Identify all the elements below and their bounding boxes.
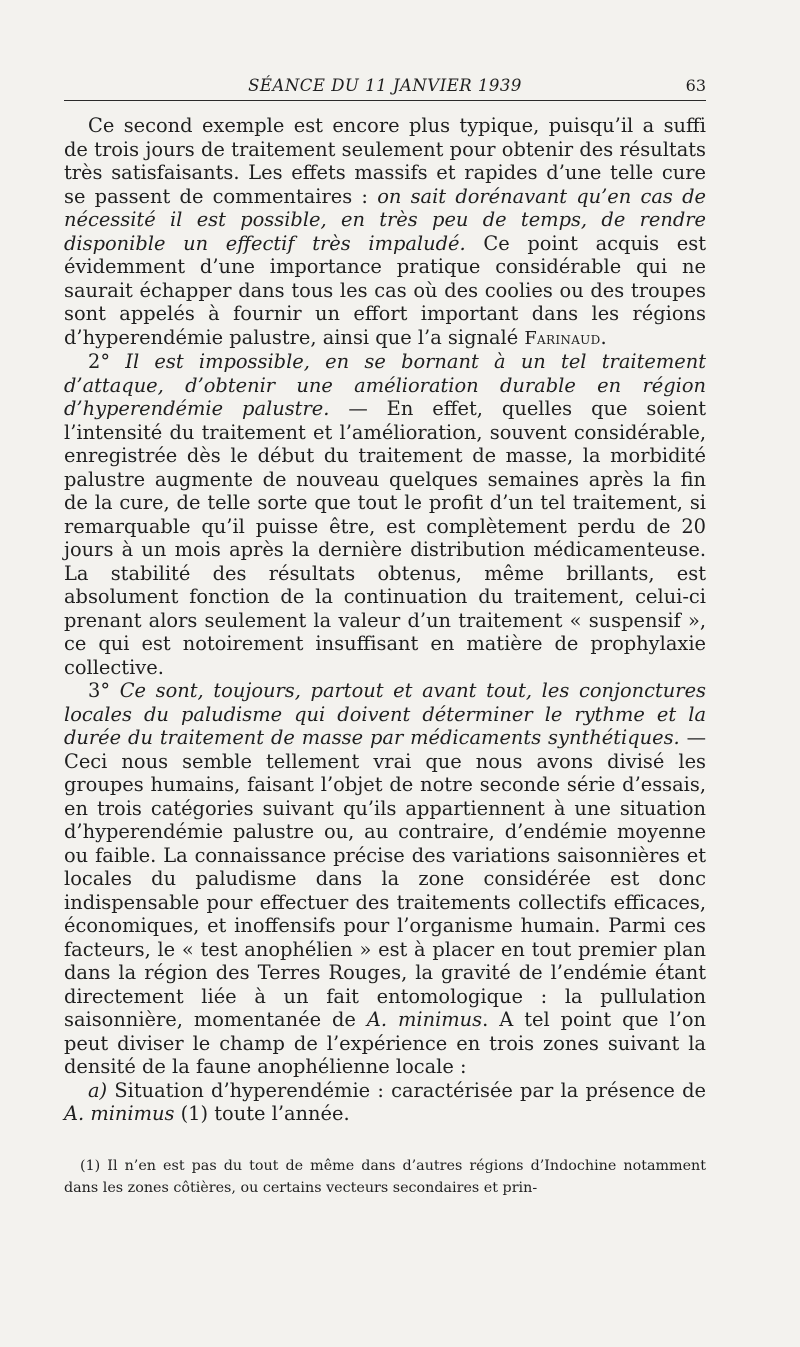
p1-emphasis: on sait dorénavant qu’en cas de nécessité il est possible, en très peu de temps, de rendre disponible un effectif très impaludé. bbox=[64, 184, 706, 255]
page-number: 63 bbox=[685, 76, 706, 95]
footnote-1: (1) Il n’en est pas du tout de même dans d’autres régions d’Indochine notamment dans les zones côtières, ou certains vecteurs secondaires et prin- bbox=[64, 1158, 706, 1196]
p1-text-c: Ce point acquis est évidemment d’une importance pratique considérable qui ne saurait échapper dans tous les cas où des coolies ou des troupes sont appelés à fournir un effort important dans les régions d’hyperendémie palustre, ainsi que l’a signalé bbox=[64, 231, 706, 349]
page-header bbox=[64, 74, 706, 101]
p3-text-a: — Ceci nous semble tellement vrai que nous avons divisé les groupes humains, faisant l’objet de notre seconde série d’essais, en trois catégories suivant qu’ils appartiennent à une situation d’hyperendémie palustre ou, au contraire, d’endémie moyenne ou faible. La connaissance précise des variations saisonnières et locales du paludisme dans la zone considérée est donc indispensable pour effectuer des traitements collectifs efficaces, économiques, et inoffensifs pour l’organisme humain. Parmi ces facteurs, le « test anophélien » est à placer en tout premier plan dans la région des Terres Rouges, la gravité de l’endémie étant directement liée à un fait entomologique : la pullulation saisonnière, momentanée de bbox=[64, 726, 707, 1031]
p1-text-e: . bbox=[600, 325, 607, 349]
p2-text: — En effet, quelles que soient l’intensité du traitement et l’amélioration, souvent considérable, enregistrée dès le début du traitement de masse, la morbidité palustre augmente de nouveau quelques semaines après la fin de la cure, de telle sorte que tout le profit d’un tel traitement, si remarquable qu’il puisse être, est complètement perdu de 20 jours à un mois après la dernière distribution médicamenteuse. La stabilité des résultats obtenus, même brillants, est absolument fonction de la continuation du traitement, celui-ci prenant alors seulement la valeur d’un traitement « suspensif », ce qui est notoirement insuffisant en matière de prophylaxie collective. bbox=[64, 397, 706, 679]
body-text bbox=[64, 114, 706, 1126]
p3-number: 3° bbox=[88, 679, 120, 702]
paragraph-1 bbox=[64, 114, 706, 350]
p4-text-b: toute l’année. bbox=[208, 1102, 350, 1125]
p4-species: A. minimus bbox=[64, 1102, 175, 1125]
footnote bbox=[64, 1155, 706, 1199]
p4-label: a) bbox=[88, 1078, 108, 1102]
p2-heading: Il est impossible, en se bornant à un tel traitement d’attaque, d’obtenir une amélioration durable en région d’hyperendémie palustre. bbox=[64, 350, 707, 420]
footnote-reference: (1) bbox=[174, 1102, 209, 1125]
paragraph-4 bbox=[64, 1079, 706, 1126]
p3-heading: Ce sont, toujours, partout et avant tout, les conjonctures locales du paludisme qui doivent déterminer le rythme et la durée du traitement de masse par médicaments synthétiques. bbox=[64, 679, 706, 749]
running-head: SÉANCE DU 11 JANVIER 1939 bbox=[248, 76, 522, 95]
p1-text-a: Ce second exemple est encore plus typique, puisqu’il a suffi de trois jours de traitement seulement pour obtenir des résultats très satisfaisants. Les effets massifs et rapides d’une telle cure se passent de commentaires : bbox=[64, 114, 706, 208]
p4-text-a: Situation d’hyperendémie : caractérisée par la présence de bbox=[107, 1078, 706, 1102]
author-name-farinaud: Farinaud bbox=[524, 327, 601, 349]
p3-text-b: . A tel point que l’on peut diviser le champ de l’expérience en trois zones suivant la densité de la faune anophélienne locale : bbox=[64, 1008, 707, 1078]
paragraph-2 bbox=[64, 350, 706, 679]
p2-number: 2° bbox=[88, 350, 126, 373]
paragraph-3 bbox=[64, 679, 706, 1079]
p3-species: A. minimus bbox=[366, 1008, 483, 1031]
